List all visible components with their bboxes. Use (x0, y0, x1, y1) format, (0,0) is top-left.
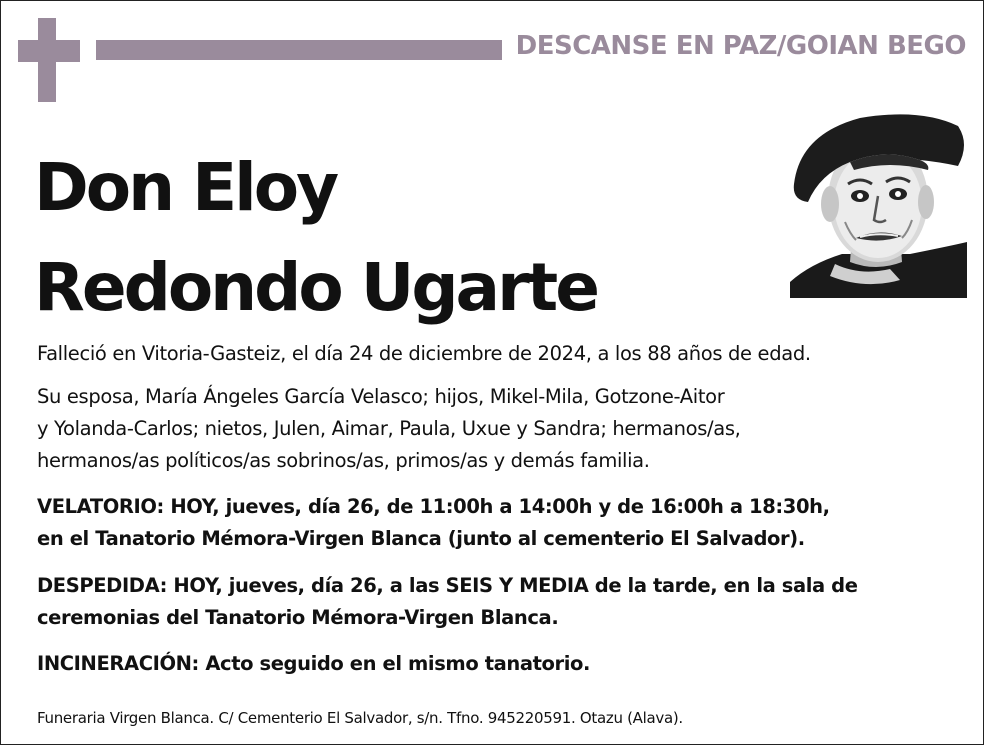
portrait-photo (790, 104, 967, 298)
death-notice: Falleció en Vitoria-Gasteiz, el día 24 de diciembre de 2024, a los 88 años de edad. (37, 342, 811, 365)
velatorio-paragraph (37, 491, 957, 555)
header-rule (96, 40, 502, 60)
header-title: DESCANSE EN PAZ/GOIAN BEGO (515, 31, 966, 61)
family-line: hermanos/as políticos/as sobrinos/as, primos/as y demás familia. (37, 449, 650, 472)
incineracion-paragraph: INCINERACIÓN: Acto seguido en el mismo tanatorio. (37, 652, 591, 675)
family-paragraph (37, 381, 957, 477)
velatorio-line: VELATORIO: HOY, jueves, día 26, de 11:00h a 14:00h y de 16:00h a 18:30h, (37, 495, 830, 518)
deceased-name-line1: Don Eloy (34, 149, 337, 226)
portrait-photo-image (790, 104, 967, 298)
despedida-paragraph (37, 570, 957, 634)
despedida-line: DESPEDIDA: HOY, jueves, día 26, a las SEIS Y MEDIA de la tarde, en la sala de (37, 574, 858, 597)
deceased-name-line2: Redondo Ugarte (34, 249, 597, 326)
family-line: y Yolanda-Carlos; nietos, Julen, Aimar, Paula, Uxue y Sandra; hermanos/as, (37, 417, 741, 440)
latin-cross-icon-bar (18, 40, 80, 62)
deceased-name (34, 138, 597, 338)
funeral-home-footer: Funeraria Virgen Blanca. C/ Cementerio El Salvador, s/n. Tfno. 945220591. Otazu (Alava). (37, 709, 683, 727)
family-line: Su esposa, María Ángeles García Velasco; hijos, Mikel-Mila, Gotzone-Aitor (37, 385, 725, 408)
velatorio-line: en el Tanatorio Mémora-Virgen Blanca (junto al cementerio El Salvador). (37, 527, 805, 550)
despedida-line: ceremonias del Tanatorio Mémora-Virgen Blanca. (37, 606, 559, 629)
